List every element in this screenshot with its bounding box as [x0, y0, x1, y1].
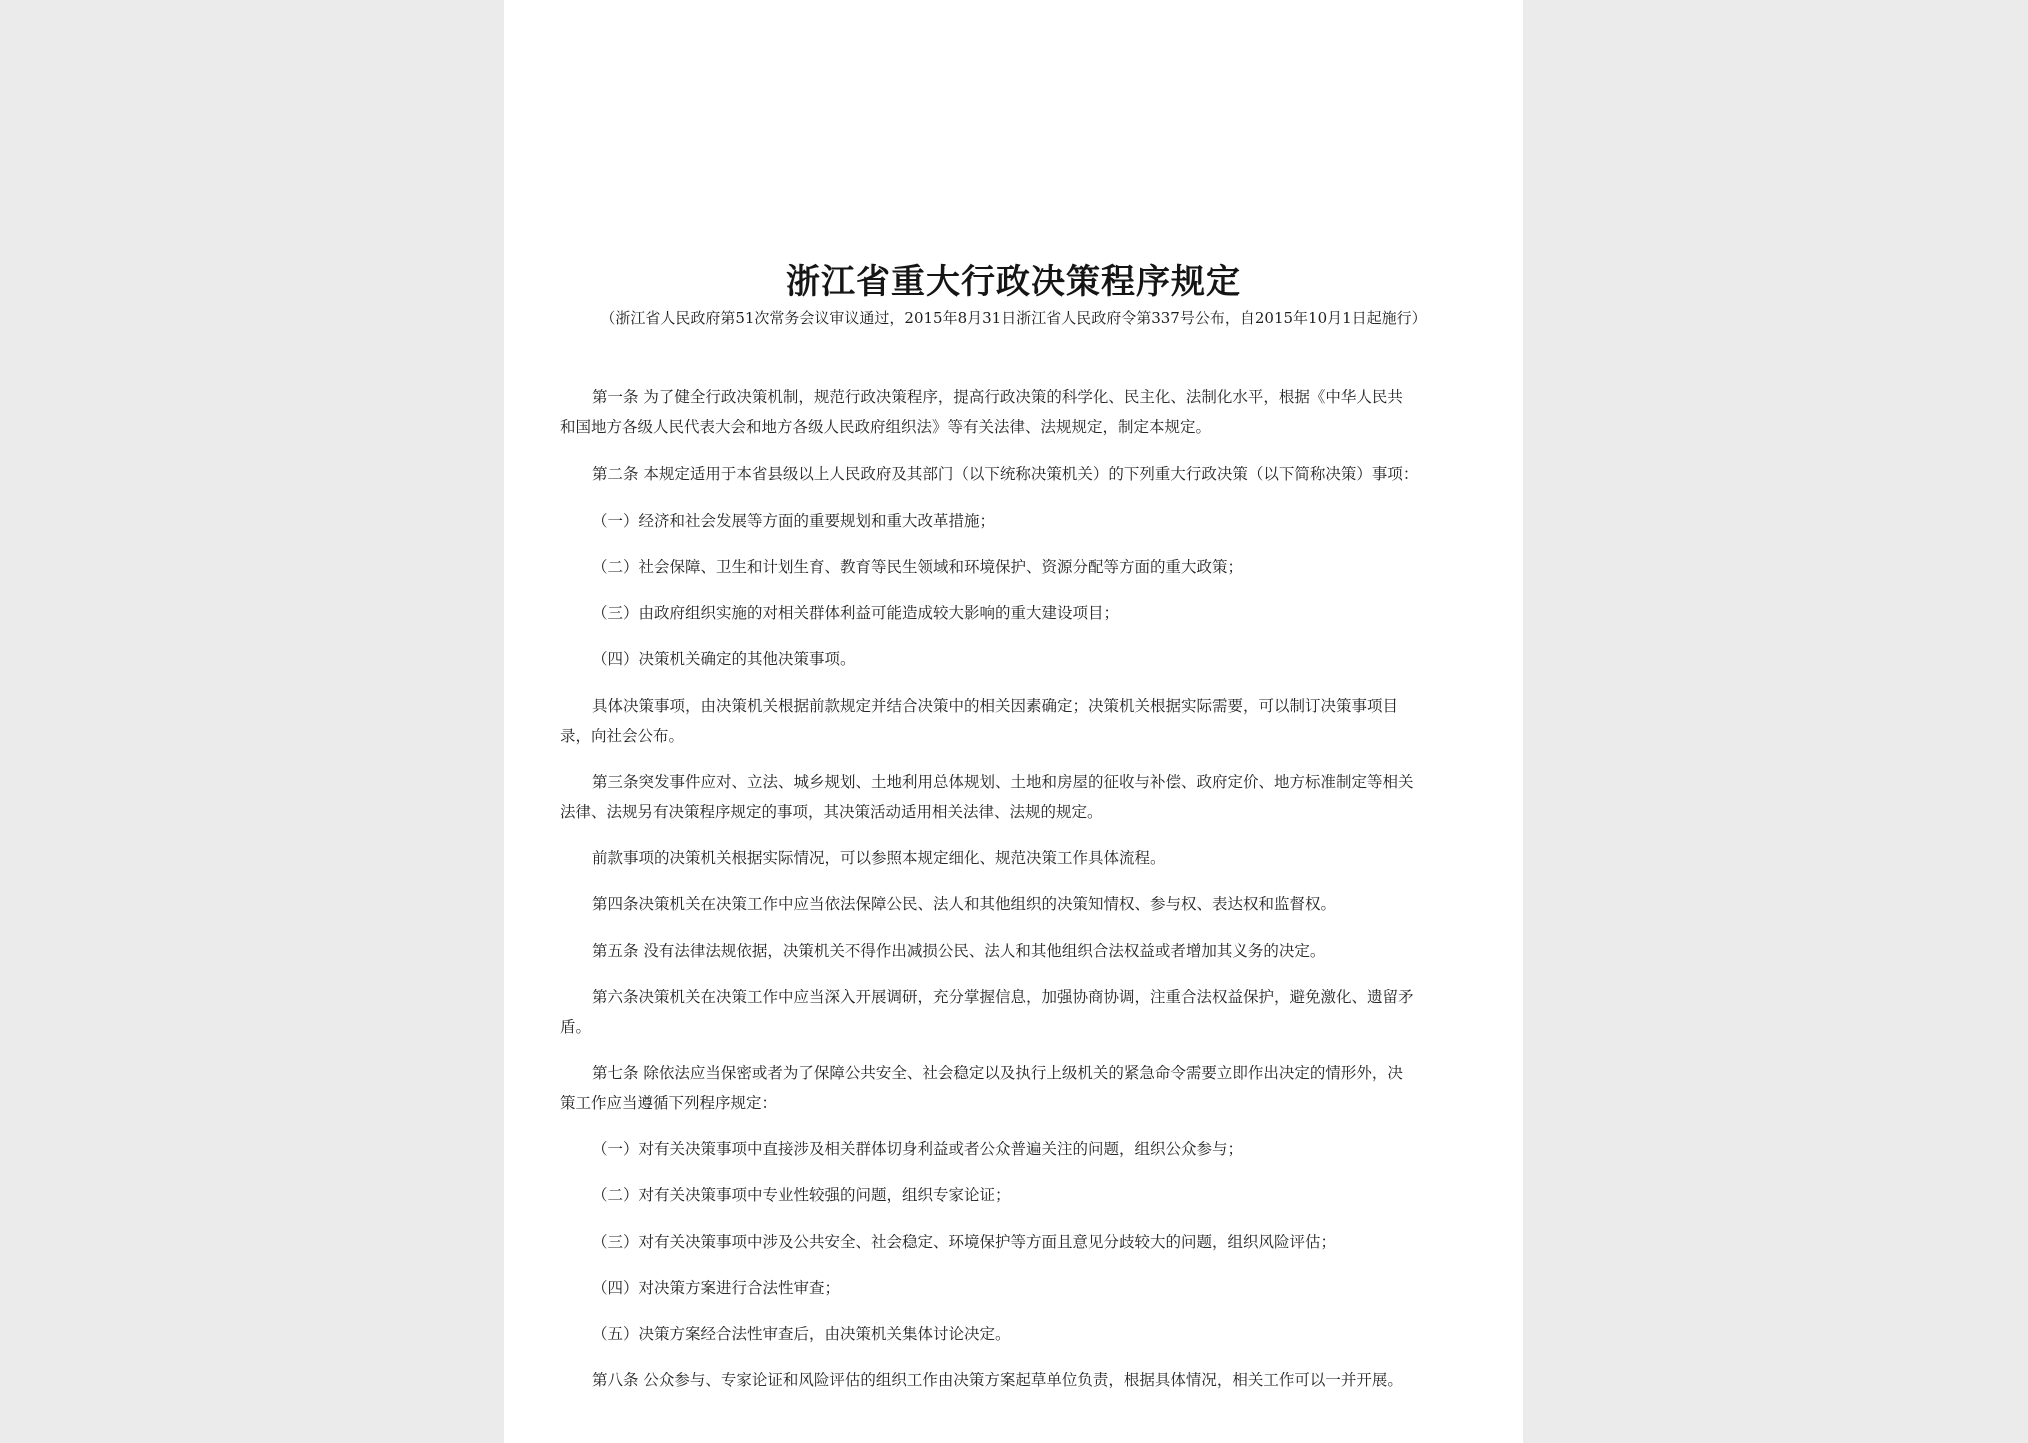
article-7-item-3: （三）对有关决策事项中涉及公共安全、社会稳定、环境保护等方面且意见分歧较大的问题，组织风险评估； — [592, 1233, 1337, 1251]
article-7-line-2: 策工作应当遵循下列程序规定： — [560, 1094, 778, 1112]
article-7-item-1: （一）对有关决策事项中直接涉及相关群体切身利益或者公众普遍关注的问题，组织公众参与； — [592, 1140, 1244, 1158]
article-7-item-4: （四）对决策方案进行合法性审查； — [592, 1279, 841, 1297]
article-7-item-2: （二）对有关决策事项中专业性较强的问题，组织专家论证； — [592, 1186, 1011, 1204]
article-2-line-1: 第二条 本规定适用于本省县级以上人民政府及其部门（以下统称决策机关）的下列重大行政决策（以下简称决策）事项： — [592, 465, 1419, 483]
article-7-line-1: 第七条 除依法应当保密或者为了保障公共安全、社会稳定以及执行上级机关的紧急命令需要立即作出决定的情形外，决 — [592, 1064, 1403, 1082]
article-6-line-2: 盾。 — [560, 1018, 592, 1036]
article-2-item-4: （四）决策机关确定的其他决策事项。 — [592, 650, 856, 668]
article-7-item-5: （五）决策方案经合法性审查后，由决策机关集体讨论决定。 — [592, 1325, 1011, 1343]
article-5: 第五条 没有法律法规依据，决策机关不得作出减损公民、法人和其他组织合法权益或者增加其义务的决定。 — [592, 942, 1326, 960]
document-subtitle: （浙江省人民政府第51次常务会议审议通过，2015年8月31日浙江省人民政府令第337号公布，自2015年10月1日起施行） — [600, 309, 1427, 327]
article-2-item-3: （三）由政府组织实施的对相关群体利益可能造成较大影响的重大建设项目； — [592, 604, 1120, 622]
article-2-para-2-line-2: 录，向社会公布。 — [560, 727, 685, 745]
document-title: 浙江省重大行政决策程序规定 — [786, 262, 1241, 302]
article-2-para-2-line-1: 具体决策事项，由决策机关根据前款规定并结合决策中的相关因素确定；决策机关根据实际需要，可以制订决策事项目 — [592, 697, 1399, 715]
article-3-line-1: 第三条突发事件应对、立法、城乡规划、土地利用总体规划、土地和房屋的征收与补偿、政府定价、地方标准制定等相关 — [592, 773, 1414, 791]
article-1-line-1: 第一条 为了健全行政决策机制，规范行政决策程序，提高行政决策的科学化、民主化、法制化水平，根据《中华人民共 — [592, 388, 1403, 406]
document-page — [504, 0, 1523, 1443]
article-4: 第四条决策机关在决策工作中应当依法保障公民、法人和其他组织的决策知情权、参与权、表达权和监督权。 — [592, 895, 1337, 913]
article-2-item-2: （二）社会保障、卫生和计划生育、教育等民生领域和环境保护、资源分配等方面的重大政策； — [592, 558, 1244, 576]
article-3-line-2: 法律、法规另有决策程序规定的事项，其决策活动适用相关法律、法规的规定。 — [560, 803, 1103, 821]
article-3-para-2: 前款事项的决策机关根据实际情况，可以参照本规定细化、规范决策工作具体流程。 — [592, 849, 1166, 867]
article-8-line-1: 第八条 公众参与、专家论证和风险评估的组织工作由决策方案起草单位负责，根据具体情况，相关工作可以一并开展。 — [592, 1371, 1403, 1389]
article-2-item-1: （一）经济和社会发展等方面的重要规划和重大改革措施； — [592, 512, 996, 530]
article-6-line-1: 第六条决策机关在决策工作中应当深入开展调研，充分掌握信息，加强协商协调，注重合法权益保护，避免激化、遗留矛 — [592, 988, 1414, 1006]
article-1-line-2: 和国地方各级人民代表大会和地方各级人民政府组织法》等有关法律、法规规定，制定本规定。 — [560, 418, 1212, 436]
